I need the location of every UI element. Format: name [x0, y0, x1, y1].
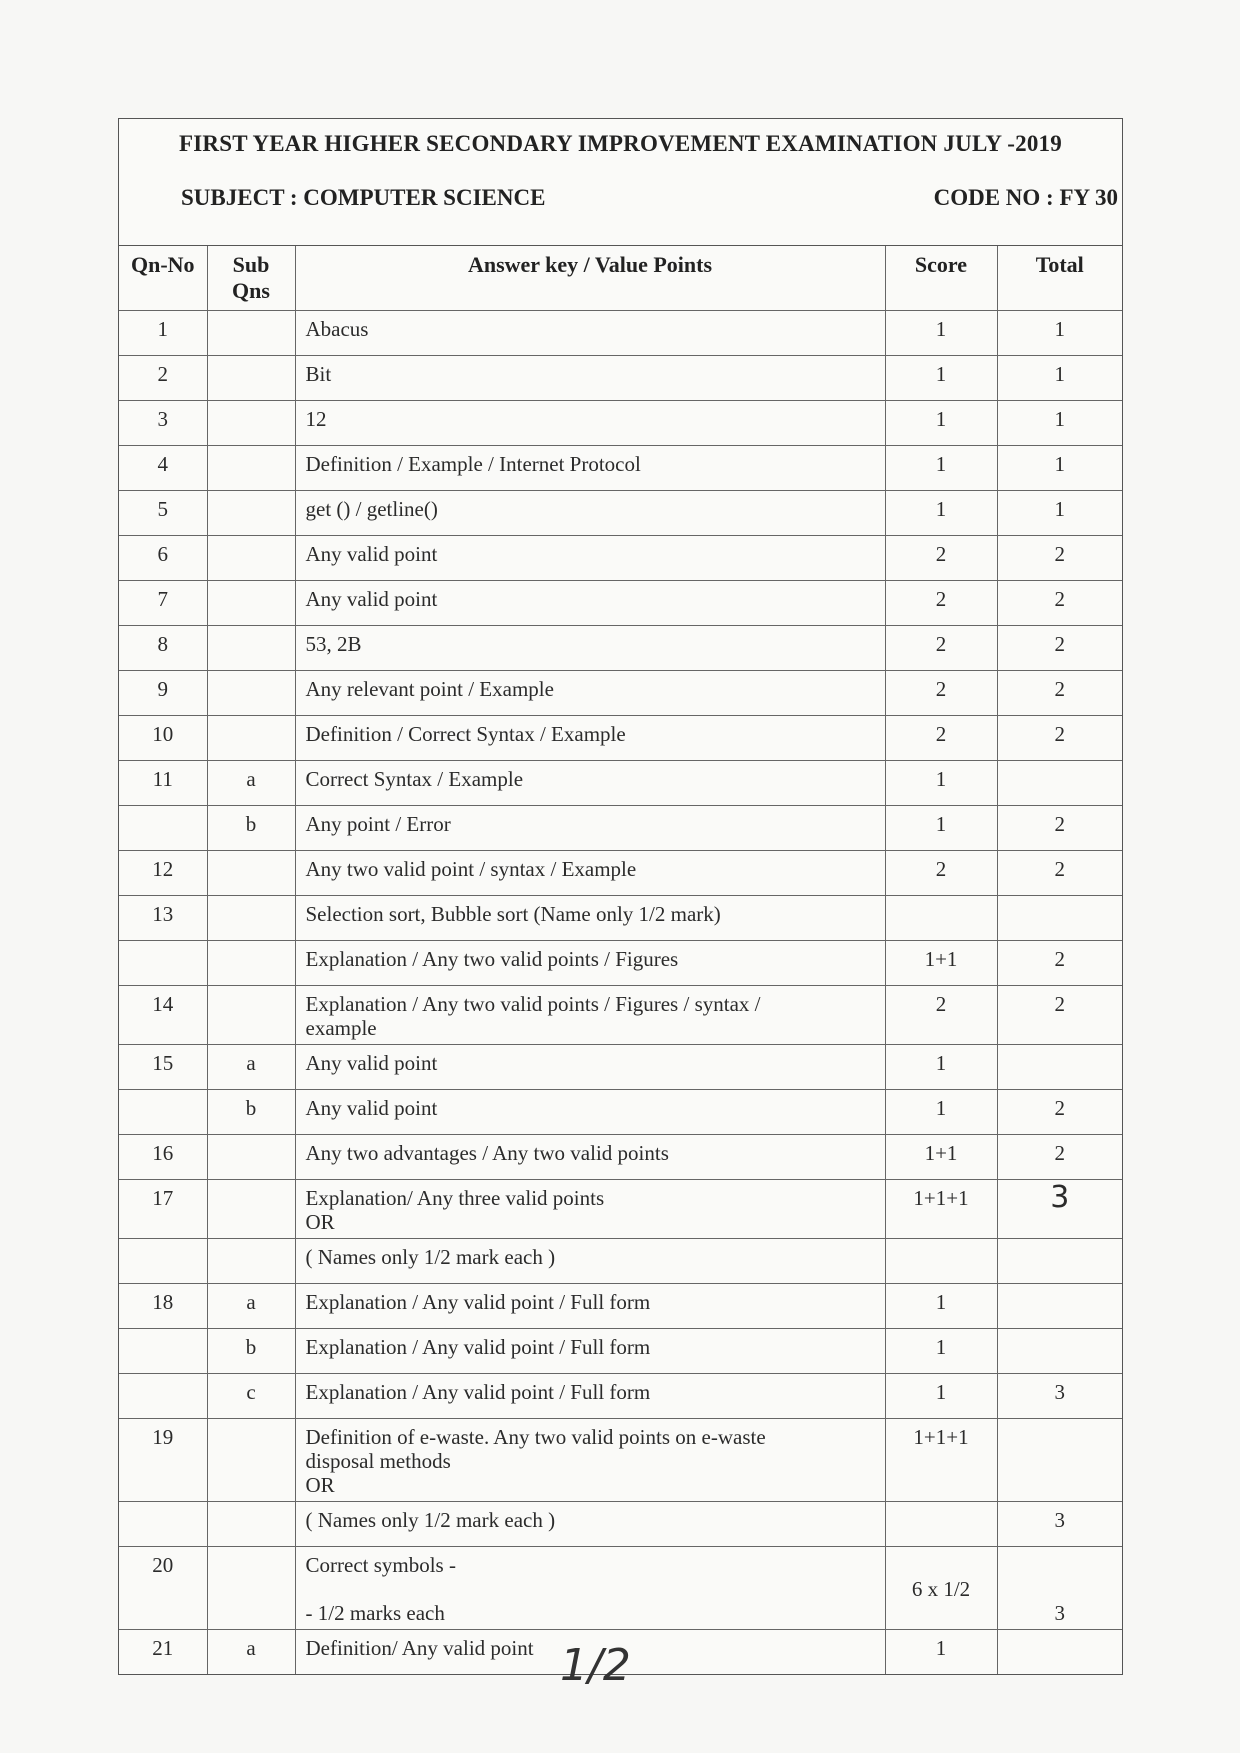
answer-cell: Explanation / Any two valid points / Figures / syntax / example — [295, 986, 885, 1045]
qn-cell: 12 — [119, 851, 207, 896]
score-cell: 1 — [885, 311, 997, 356]
score-cell: 2 — [885, 851, 997, 896]
answer-cell: Any point / Error — [295, 806, 885, 851]
answer-cell: Correct Syntax / Example — [295, 761, 885, 806]
total-cell: 2 — [997, 536, 1122, 581]
score-cell: 1 — [885, 761, 997, 806]
exam-title: FIRST YEAR HIGHER SECONDARY IMPROVEMENT EXAMINATION JULY -2019 — [179, 131, 1062, 156]
sub-cell — [207, 1180, 295, 1239]
total-cell — [997, 1239, 1122, 1284]
sub-cell — [207, 716, 295, 761]
table-row — [119, 1329, 1122, 1374]
score-cell: 2 — [885, 581, 997, 626]
answer-cell: Any two advantages / Any two valid points — [295, 1135, 885, 1180]
total-cell: 1 — [997, 311, 1122, 356]
total-cell — [997, 1419, 1122, 1502]
sub-cell: a — [207, 1284, 295, 1329]
score-cell: 1 — [885, 1630, 997, 1675]
qn-cell: 6 — [119, 536, 207, 581]
qn-cell: 15 — [119, 1045, 207, 1090]
sub-cell — [207, 896, 295, 941]
table-row — [119, 1284, 1122, 1329]
answer-key-table — [119, 246, 1122, 1674]
score-cell: 2 — [885, 716, 997, 761]
score-cell: 1+1 — [885, 941, 997, 986]
answer-cell: Any valid point — [295, 536, 885, 581]
qn-cell: 10 — [119, 716, 207, 761]
qn-cell: 2 — [119, 356, 207, 401]
answer-cell: get () / getline() — [295, 491, 885, 536]
answer-cell: Explanation / Any valid point / Full form — [295, 1284, 885, 1329]
score-cell: 1+1+1 — [885, 1180, 997, 1239]
table-row — [119, 716, 1122, 761]
table-row — [119, 761, 1122, 806]
sub-cell — [207, 626, 295, 671]
qn-cell: 7 — [119, 581, 207, 626]
total-cell: 2 — [997, 806, 1122, 851]
qn-cell: 11 — [119, 761, 207, 806]
answer-cell: Any valid point — [295, 581, 885, 626]
col-answer-key: Answer key / Value Points — [295, 246, 885, 311]
subject-label: SUBJECT : COMPUTER SCIENCE — [181, 185, 546, 210]
qn-cell: 4 — [119, 446, 207, 491]
qn-cell — [119, 1502, 207, 1547]
table-row — [119, 1502, 1122, 1547]
sub-cell — [207, 356, 295, 401]
answer-cell: Bit — [295, 356, 885, 401]
total-cell: 1 — [997, 401, 1122, 446]
qn-cell — [119, 1374, 207, 1419]
score-cell: 1 — [885, 401, 997, 446]
sub-cell — [207, 671, 295, 716]
table-row — [119, 491, 1122, 536]
table-row — [119, 896, 1122, 941]
table-row — [119, 1374, 1122, 1419]
score-cell — [885, 1502, 997, 1547]
qn-cell: 1 — [119, 311, 207, 356]
col-score: Score — [885, 246, 997, 311]
qn-cell: 3 — [119, 401, 207, 446]
answer-cell: Any valid point — [295, 1045, 885, 1090]
sub-cell: b — [207, 806, 295, 851]
sub-cell: a — [207, 1630, 295, 1675]
sub-cell — [207, 1502, 295, 1547]
answer-cell: Explanation / Any valid point / Full form — [295, 1329, 885, 1374]
qn-cell: 8 — [119, 626, 207, 671]
total-cell: 2 — [997, 716, 1122, 761]
table-row — [119, 1239, 1122, 1284]
total-cell: 3 — [997, 1502, 1122, 1547]
answer-cell: Any relevant point / Example — [295, 671, 885, 716]
answer-cell: ( Names only 1/2 mark each ) — [295, 1239, 885, 1284]
sub-cell — [207, 1419, 295, 1502]
answer-cell: Explanation / Any two valid points / Figures — [295, 941, 885, 986]
answer-cell: Any two valid point / syntax / Example — [295, 851, 885, 896]
answer-key-sheet — [118, 118, 1123, 1675]
total-cell — [997, 1284, 1122, 1329]
total-cell — [997, 896, 1122, 941]
sub-cell — [207, 311, 295, 356]
qn-cell — [119, 1090, 207, 1135]
qn-cell: 13 — [119, 896, 207, 941]
sub-cell — [207, 851, 295, 896]
total-cell — [997, 1329, 1122, 1374]
answer-cell: Definition/ Any valid point — [295, 1630, 885, 1675]
answer-cell: Selection sort, Bubble sort (Name only 1/2 mark) — [295, 896, 885, 941]
answer-cell: 12 — [295, 401, 885, 446]
total-cell: 1 — [997, 446, 1122, 491]
score-cell — [885, 896, 997, 941]
score-cell: 2 — [885, 671, 997, 716]
score-cell: 1 — [885, 1045, 997, 1090]
total-cell: 2 — [997, 851, 1122, 896]
score-cell: 1 — [885, 806, 997, 851]
table-row — [119, 401, 1122, 446]
sub-cell — [207, 1135, 295, 1180]
answer-cell: Explanation/ Any three valid points OR — [295, 1180, 885, 1239]
total-cell — [997, 1045, 1122, 1090]
answer-cell: Definition / Correct Syntax / Example — [295, 716, 885, 761]
answer-cell: Definition / Example / Internet Protocol — [295, 446, 885, 491]
total-cell: 1 — [997, 356, 1122, 401]
sub-cell — [207, 941, 295, 986]
total-cell: 1 — [997, 491, 1122, 536]
score-cell: 6 x 1/2 — [885, 1547, 997, 1630]
page-mark: 1/2 — [560, 1640, 631, 1691]
score-cell: 1 — [885, 1329, 997, 1374]
total-cell — [997, 761, 1122, 806]
sub-cell: c — [207, 1374, 295, 1419]
total-cell: 3 — [997, 1180, 1122, 1239]
exam-header — [119, 119, 1122, 246]
score-cell: 1 — [885, 1374, 997, 1419]
answer-cell: 53, 2B — [295, 626, 885, 671]
col-qn-no: Qn-No — [119, 246, 207, 311]
table-row — [119, 1547, 1122, 1630]
score-cell: 1+1+1 — [885, 1419, 997, 1502]
score-cell: 1 — [885, 1284, 997, 1329]
total-cell: 2 — [997, 626, 1122, 671]
sub-cell — [207, 401, 295, 446]
sub-cell — [207, 491, 295, 536]
table-row — [119, 311, 1122, 356]
code-number: CODE NO : FY 30 — [933, 185, 1118, 210]
answer-cell: Explanation / Any valid point / Full form — [295, 1374, 885, 1419]
total-cell — [997, 1630, 1122, 1675]
sub-cell: b — [207, 1329, 295, 1374]
sub-cell: a — [207, 1045, 295, 1090]
table-row — [119, 1419, 1122, 1502]
score-cell: 1 — [885, 446, 997, 491]
qn-cell — [119, 1329, 207, 1374]
score-cell: 1 — [885, 356, 997, 401]
total-cell: 2 — [997, 941, 1122, 986]
score-cell: 2 — [885, 626, 997, 671]
qn-cell — [119, 1239, 207, 1284]
score-cell: 1 — [885, 1090, 997, 1135]
table-row — [119, 581, 1122, 626]
answer-cell: Abacus — [295, 311, 885, 356]
qn-cell: 20 — [119, 1547, 207, 1630]
score-cell — [885, 1239, 997, 1284]
table-row — [119, 1045, 1122, 1090]
sub-cell — [207, 536, 295, 581]
qn-cell: 16 — [119, 1135, 207, 1180]
table-row — [119, 941, 1122, 986]
sub-cell — [207, 581, 295, 626]
sub-cell — [207, 1239, 295, 1284]
score-cell: 1+1 — [885, 1135, 997, 1180]
total-cell: 3 — [997, 1374, 1122, 1419]
col-sub-qns: Sub Qns — [207, 246, 295, 311]
total-cell: 2 — [997, 671, 1122, 716]
sub-cell — [207, 446, 295, 491]
qn-cell: 19 — [119, 1419, 207, 1502]
table-row — [119, 806, 1122, 851]
total-cell: 2 — [997, 986, 1122, 1045]
qn-cell — [119, 806, 207, 851]
col-total: Total — [997, 246, 1122, 311]
table-row — [119, 671, 1122, 716]
answer-cell: Definition of e-waste. Any two valid points on e-waste disposal methods OR — [295, 1419, 885, 1502]
table-row — [119, 986, 1122, 1045]
table-row — [119, 1180, 1122, 1239]
qn-cell: 18 — [119, 1284, 207, 1329]
table-row — [119, 356, 1122, 401]
qn-cell: 9 — [119, 671, 207, 716]
sub-cell: a — [207, 761, 295, 806]
answer-cell: Any valid point — [295, 1090, 885, 1135]
sub-cell: b — [207, 1090, 295, 1135]
total-cell: 3 — [997, 1547, 1122, 1630]
score-cell: 2 — [885, 536, 997, 581]
score-cell: 2 — [885, 986, 997, 1045]
total-cell: 2 — [997, 1135, 1122, 1180]
qn-cell: 17 — [119, 1180, 207, 1239]
qn-cell — [119, 941, 207, 986]
total-cell: 2 — [997, 1090, 1122, 1135]
qn-cell: 5 — [119, 491, 207, 536]
qn-cell: 14 — [119, 986, 207, 1045]
table-row — [119, 626, 1122, 671]
table-row — [119, 536, 1122, 581]
table-row — [119, 446, 1122, 491]
sub-cell — [207, 986, 295, 1045]
sub-cell — [207, 1547, 295, 1630]
answer-cell: ( Names only 1/2 mark each ) — [295, 1502, 885, 1547]
table-row — [119, 851, 1122, 896]
table-row — [119, 1090, 1122, 1135]
table-header-row — [119, 246, 1122, 311]
answer-cell: Correct symbols - - 1/2 marks each — [295, 1547, 885, 1630]
qn-cell: 21 — [119, 1630, 207, 1675]
total-cell: 2 — [997, 581, 1122, 626]
table-row — [119, 1135, 1122, 1180]
score-cell: 1 — [885, 491, 997, 536]
